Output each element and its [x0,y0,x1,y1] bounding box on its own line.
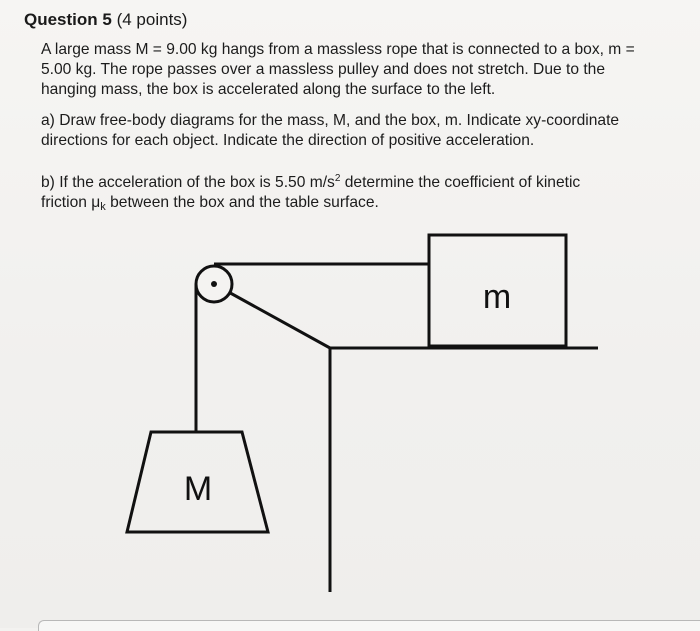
question-number: Question 5 [24,10,112,29]
mu-symbol: μ [91,194,101,211]
part-b-line-1-text: b) If the acceleration of the box is 5.50 m/s [41,174,335,191]
pulley-axle [211,281,217,287]
problem-line-3: hanging mass, the box is accelerated along the surface to the left. [41,81,496,98]
box-m-label: m [482,278,512,316]
mu-subscript: k [100,201,106,213]
problem-line-1: A large mass M = 9.00 kg hangs from a massless rope that is connected to a box, m = [41,41,635,58]
exponent-superscript: 2 [334,173,341,184]
part-a-line-1: a) Draw free-body diagrams for the mass, M, and the box, m. Indicate xy-coordinate [41,112,620,129]
problem-line-2: 5.00 kg. The rope passes over a massless pulley and does not stretch. Due to the [41,61,606,78]
next-card-edge [38,620,700,631]
part-a-line-2: directions for each object. Indicate the direction of positive acceleration. [41,132,535,149]
pulley-bracket [214,284,330,348]
part-b-line-2-rest: between the box and the table surface. [105,194,379,211]
part-b-line-1-rest: determine the coefficient of kinetic [340,174,581,191]
hanging-mass-label: M [183,470,213,508]
question-points: (4 points) [116,10,188,29]
part-b-line-2-text: friction [41,194,92,211]
